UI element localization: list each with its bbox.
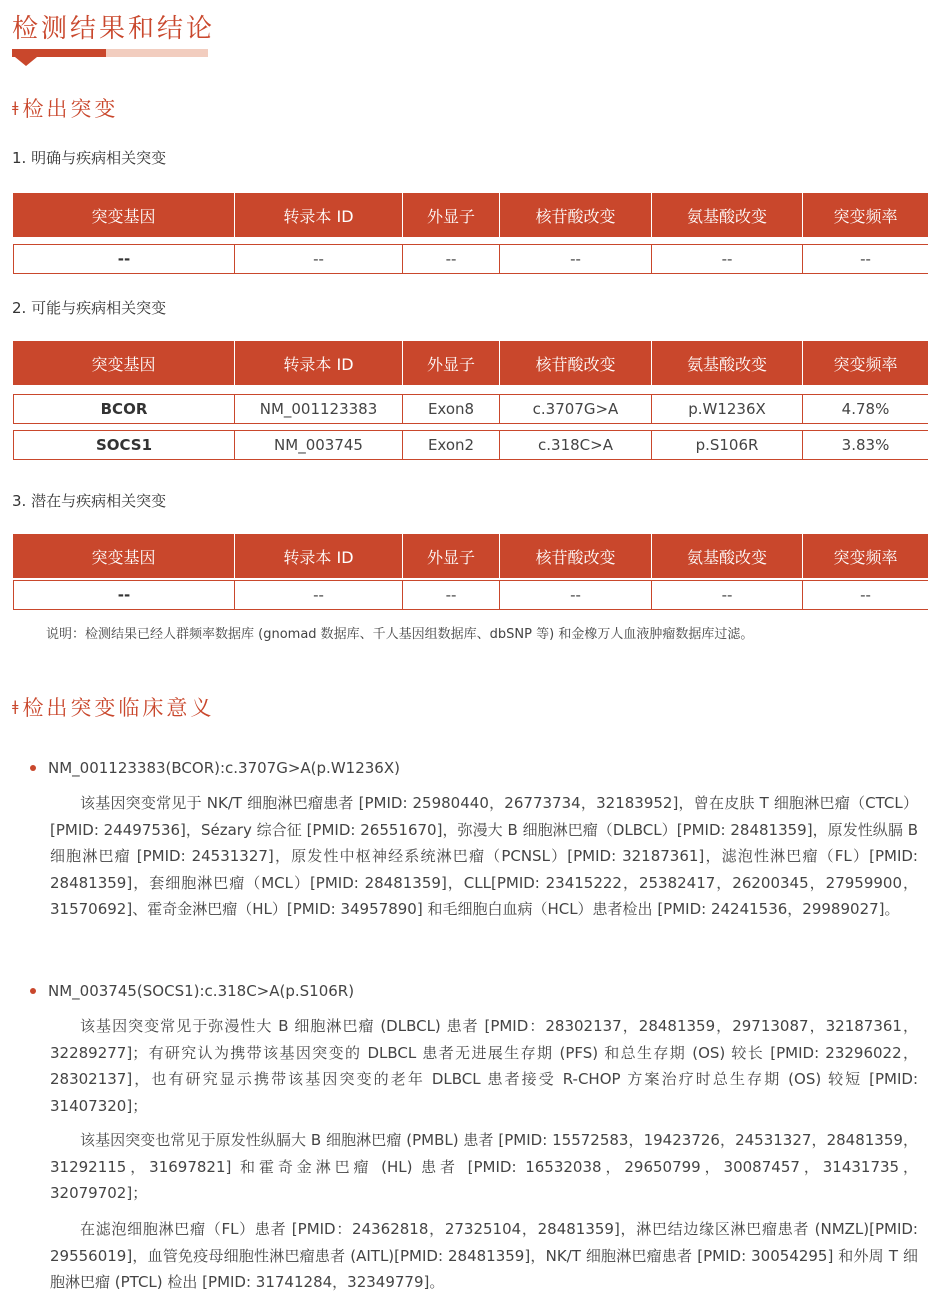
table-header-potential [13,534,928,578]
cell-gene: SOCS1 [14,431,235,459]
cell-exon: Exon2 [403,431,500,459]
section-heading-mutations [12,95,118,123]
cell-nucleotide: c.318C>A [500,431,652,459]
header-amino-acid: 氨基酸改变 [652,193,803,237]
table-header-definite [13,193,928,237]
cell-gene: -- [14,581,235,609]
cell-transcript: -- [235,245,403,273]
table-row [13,244,928,274]
header-nucleotide: 核苷酸改变 [500,193,652,237]
cell-nucleotide: -- [500,245,652,273]
variant-title-text: NM_001123383(BCOR):c.3707G>A(p.W1236X) [48,759,400,777]
table-row [13,580,928,610]
table-header-possible [13,341,928,385]
cell-transcript: NM_001123383 [235,395,403,423]
variant-title-socs1 [30,981,354,1001]
title-underline [12,49,208,57]
header-gene: 突变基因 [13,193,235,237]
variant-title-text: NM_003745(SOCS1):c.318C>A(p.S106R) [48,982,355,1000]
section-heading-clinical [12,694,214,722]
header-transcript: 转录本 ID [235,341,403,385]
title-triangle-marker [15,57,37,66]
cell-frequency: -- [860,586,871,604]
header-amino-acid: 氨基酸改变 [652,341,803,385]
cell-transcript: NM_003745 [235,431,403,459]
cell-exon: Exon8 [403,395,500,423]
header-amino-acid: 氨基酸改变 [652,534,803,578]
cell-amino-acid: p.S106R [652,431,803,459]
cell-transcript: -- [235,581,403,609]
cell-exon: -- [403,245,500,273]
header-exon: 外显子 [403,534,500,578]
header-frequency: 突变频率 [833,354,898,374]
bullet-dot-icon [30,988,36,994]
header-gene: 突变基因 [13,341,235,385]
section-heading-text: 检出突变 [22,97,119,121]
page-title: 检测结果和结论 [12,14,216,44]
header-transcript: 转录本 ID [235,534,403,578]
cell-amino-acid: -- [652,581,803,609]
header-nucleotide: 核苷酸改变 [500,341,652,385]
cell-nucleotide: c.3707G>A [500,395,652,423]
header-gene: 突变基因 [13,534,235,578]
variant-description: 该基因突变常见于 NK/T 细胞淋巴瘤患者 [PMID: 25980440，26773734，32183952]，曾在皮肤 T 细胞淋巴瘤（CTCL）[PMID: 24497536]，Sézary 综合征 [PMID: 26551670]，弥漫大 B 细胞淋巴瘤（DLBCL）[PMID: 28481359]，原发性纵膈 B 细胞淋巴瘤 [PMID: 24531327]，原发性中枢神经系统淋巴瘤（PCNSL）[PMID: 32187361]，滤泡性淋巴瘤（FL）[PMID: 28481359]，套细胞淋巴瘤（MCL）[PMID: 28481359]，CLL[PMID: 23415222，25382417，26200345，27959900，31570692]、霍奇金淋巴瘤（HL）[PMID: 34957890] 和毛细胞白血病（HCL）患者检出 [PMID: 24241536，29989027]。 [50,794,918,919]
header-transcript: 转录本 ID [235,193,403,237]
section-heading-text: 检出突变临床意义 [22,696,215,720]
filter-note: 说明：检测结果已经人群频率数据库 (gnomad 数据库、千人基因组数据库、dbSNP 等) 和金橡万人血液肿瘤数据库过滤。 [46,627,754,642]
variant-title-bcor [30,758,400,778]
header-exon: 外显子 [403,341,500,385]
table-title-definite: 1. 明确与疾病相关突变 [12,149,167,167]
section-marker-icon: ǂ [12,100,19,116]
cell-exon: -- [403,581,500,609]
cell-frequency: -- [860,250,871,268]
section-marker-icon: ǂ [12,699,19,715]
header-nucleotide: 核苷酸改变 [500,534,652,578]
variant-description: 该基因突变也常见于原发性纵膈大 B 细胞淋巴瘤 (PMBL) 患者 [PMID: 15572583，19423726，24531327，28481359，31292115，31697821] 和霍奇金淋巴瘤 (HL) 患者 [PMID: 16532038，29650799，30087457，31431735，32079702]； [50,1131,918,1203]
table-row [13,430,928,460]
variant-description: 在滤泡细胞淋巴瘤（FL）患者 [PMID：24362818，27325104，28481359]，淋巴结边缘区淋巴瘤患者 (NMZL)[PMID: 29556019]，血管免疫母细胞性淋巴瘤患者 (AITL)[PMID: 28481359]，NK/T 细胞淋巴瘤患者 [PMID: 30054295] 和外周 T 细胞淋巴瘤 (PTCL) 检出 [PMID: 31741284，32349779]。 [50,1220,918,1292]
header-frequency: 突变频率 [833,206,898,226]
header-exon: 外显子 [403,193,500,237]
cell-gene: BCOR [14,395,235,423]
header-frequency: 突变频率 [833,547,898,567]
cell-frequency: 3.83% [841,436,890,454]
bullet-dot-icon [30,765,36,771]
cell-amino-acid: p.W1236X [652,395,803,423]
table-row [13,394,928,424]
table-title-potential: 3. 潜在与疾病相关突变 [12,492,167,510]
table-title-possible: 2. 可能与疾病相关突变 [12,299,167,317]
cell-frequency: 4.78% [841,400,890,418]
cell-gene: -- [14,245,235,273]
cell-amino-acid: -- [652,245,803,273]
variant-description: 该基因突变常见于弥漫性大 B 细胞淋巴瘤 (DLBCL) 患者 [PMID：28302137，28481359，29713087，32187361，32289277]；有研究认为携带该基因突变的 DLBCL 患者无进展生存期 (PFS) 和总生存期 (OS) 较长 [PMID: 23296022，28302137]，也有研究显示携带该基因突变的老年 DLBCL 患者接受 R-CHOP 方案治疗时总生存期 (OS) 较短 [PMID: 31407320]； [50,1017,918,1115]
cell-nucleotide: -- [500,581,652,609]
